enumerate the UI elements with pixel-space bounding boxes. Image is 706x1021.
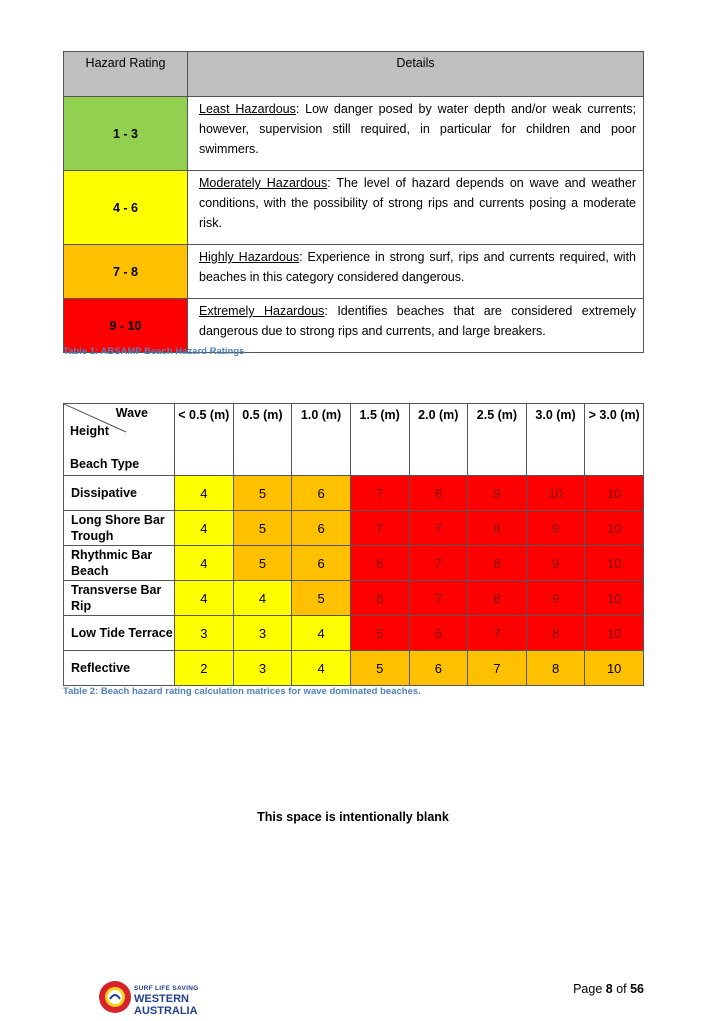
matrix-header-row xyxy=(64,404,644,476)
hazard-term: Least Hazardous xyxy=(199,102,296,116)
hazard-rating-cell: 7 - 8 xyxy=(64,245,188,299)
hazard-value-cell: 7 xyxy=(468,651,527,686)
hazard-details-cell xyxy=(188,97,644,171)
hazard-value-cell: 6 xyxy=(409,616,468,651)
hazard-value-cell: 4 xyxy=(292,616,351,651)
wave-height-column-header: > 3.0 (m) xyxy=(585,404,644,476)
wave-height-column-header: < 0.5 (m) xyxy=(175,404,234,476)
hazard-value-cell: 6 xyxy=(292,511,351,546)
hazard-value-cell: 10 xyxy=(585,476,644,511)
blank-space-note: This space is intentionally blank xyxy=(257,810,449,824)
hazard-rating-cell: 1 - 3 xyxy=(64,97,188,171)
table1-caption: Table 1: ABSAMP Beach Hazard Ratings xyxy=(63,346,245,357)
hazard-rating-cell: 9 - 10 xyxy=(64,299,188,353)
hazard-row xyxy=(64,171,644,245)
hazard-value-cell: 6 xyxy=(409,651,468,686)
header-hazard-rating: Hazard Rating xyxy=(64,52,188,97)
beach-type-label: Reflective xyxy=(64,651,175,686)
slswa-logo xyxy=(98,980,248,1016)
hazard-description: : Experience in strong surf, rips and currents required, with beaches in this category considered dangerous. xyxy=(199,250,636,284)
wave-height-column-header: 2.5 (m) xyxy=(468,404,527,476)
corner-wave-label: Wave xyxy=(115,406,148,420)
beach-type-label: Rhythmic Bar Beach xyxy=(64,546,175,581)
logo-line1: SURF LIFE SAVING xyxy=(134,985,199,992)
hazard-term: Extremely Hazardous xyxy=(199,304,325,318)
table-header-row xyxy=(64,52,644,97)
hazard-details-cell xyxy=(188,299,644,353)
hazard-value-cell: 4 xyxy=(175,511,234,546)
beach-type-row xyxy=(64,511,644,546)
hazard-value-cell: 7 xyxy=(409,546,468,581)
hazard-rating-cell: 4 - 6 xyxy=(64,171,188,245)
hazard-value-cell: 4 xyxy=(175,546,234,581)
table2-caption: Table 2: Beach hazard rating calculation matrices for wave dominated beaches. xyxy=(63,686,421,697)
hazard-term: Moderately Hazardous xyxy=(199,176,328,190)
corner-beach-type-label: Beach Type xyxy=(70,457,140,471)
hazard-value-cell: 4 xyxy=(175,476,234,511)
beach-type-row xyxy=(64,476,644,511)
beach-type-label: Transverse Bar Rip xyxy=(64,581,175,616)
hazard-value-cell: 5 xyxy=(233,476,292,511)
hazard-matrix-table xyxy=(63,403,644,686)
hazard-value-cell: 8 xyxy=(468,546,527,581)
wave-height-column-header: 1.0 (m) xyxy=(292,404,351,476)
beach-type-row xyxy=(64,651,644,686)
hazard-value-cell: 8 xyxy=(526,616,585,651)
beach-type-row xyxy=(64,581,644,616)
hazard-details-cell xyxy=(188,171,644,245)
hazard-value-cell: 7 xyxy=(350,476,409,511)
hazard-value-cell: 7 xyxy=(468,616,527,651)
hazard-value-cell: 5 xyxy=(233,546,292,581)
hazard-value-cell: 8 xyxy=(526,651,585,686)
hazard-value-cell: 5 xyxy=(292,581,351,616)
hazard-value-cell: 2 xyxy=(175,651,234,686)
hazard-value-cell: 10 xyxy=(585,511,644,546)
slswa-badge-icon xyxy=(98,980,132,1014)
hazard-value-cell: 9 xyxy=(526,511,585,546)
logo-line2: WESTERN AUSTRALIA xyxy=(134,993,198,1017)
hazard-value-cell: 9 xyxy=(526,581,585,616)
beach-type-row xyxy=(64,546,644,581)
hazard-value-cell: 8 xyxy=(468,511,527,546)
hazard-description: : The level of hazard depends on wave and weather conditions, with the possibility of strong rips and currents posing a moderate risk. xyxy=(199,176,636,230)
hazard-value-cell: 4 xyxy=(175,581,234,616)
hazard-value-cell: 3 xyxy=(233,616,292,651)
wave-height-column-header: 3.0 (m) xyxy=(526,404,585,476)
hazard-value-cell: 9 xyxy=(526,546,585,581)
hazard-row xyxy=(64,97,644,171)
hazard-value-cell: 5 xyxy=(350,616,409,651)
hazard-row xyxy=(64,245,644,299)
hazard-value-cell: 10 xyxy=(585,616,644,651)
page-number: Page 8 of 56 xyxy=(573,982,644,996)
hazard-value-cell: 6 xyxy=(292,546,351,581)
wave-height-column-header: 1.5 (m) xyxy=(350,404,409,476)
hazard-value-cell: 6 xyxy=(350,581,409,616)
corner-height-label: Height xyxy=(70,424,109,438)
total-pages: 56 xyxy=(630,982,644,996)
hazard-value-cell: 9 xyxy=(468,476,527,511)
hazard-ratings-table xyxy=(63,51,644,353)
hazard-value-cell: 3 xyxy=(233,651,292,686)
matrix-corner-cell xyxy=(64,404,175,476)
hazard-value-cell: 10 xyxy=(585,651,644,686)
hazard-value-cell: 8 xyxy=(409,476,468,511)
hazard-details-cell xyxy=(188,245,644,299)
hazard-value-cell: 5 xyxy=(233,511,292,546)
hazard-value-cell: 3 xyxy=(175,616,234,651)
hazard-value-cell: 7 xyxy=(409,581,468,616)
hazard-value-cell: 5 xyxy=(350,651,409,686)
hazard-value-cell: 7 xyxy=(409,511,468,546)
hazard-value-cell: 8 xyxy=(468,581,527,616)
current-page: 8 xyxy=(605,982,613,996)
hazard-description: : Low danger posed by water depth and/or weak currents; however, supervision still required, in particular for children and poor swimmers. xyxy=(199,102,636,156)
beach-type-label: Long Shore Bar Trough xyxy=(64,511,175,546)
hazard-value-cell: 10 xyxy=(585,546,644,581)
beach-type-row xyxy=(64,616,644,651)
hazard-value-cell: 4 xyxy=(292,651,351,686)
wave-height-column-header: 2.0 (m) xyxy=(409,404,468,476)
hazard-value-cell: 4 xyxy=(233,581,292,616)
hazard-value-cell: 10 xyxy=(526,476,585,511)
wave-height-column-header: 0.5 (m) xyxy=(233,404,292,476)
beach-type-label: Low Tide Terrace xyxy=(64,616,175,651)
hazard-value-cell: 6 xyxy=(292,476,351,511)
hazard-value-cell: 7 xyxy=(350,511,409,546)
hazard-term: Highly Hazardous xyxy=(199,250,300,264)
hazard-description: : Identifies beaches that are considered extremely dangerous due to strong rips and currents, and large breakers. xyxy=(199,304,636,338)
hazard-value-cell: 10 xyxy=(585,581,644,616)
hazard-value-cell: 6 xyxy=(350,546,409,581)
beach-type-label: Dissipative xyxy=(64,476,175,511)
header-details: Details xyxy=(188,52,644,97)
hazard-row xyxy=(64,299,644,353)
